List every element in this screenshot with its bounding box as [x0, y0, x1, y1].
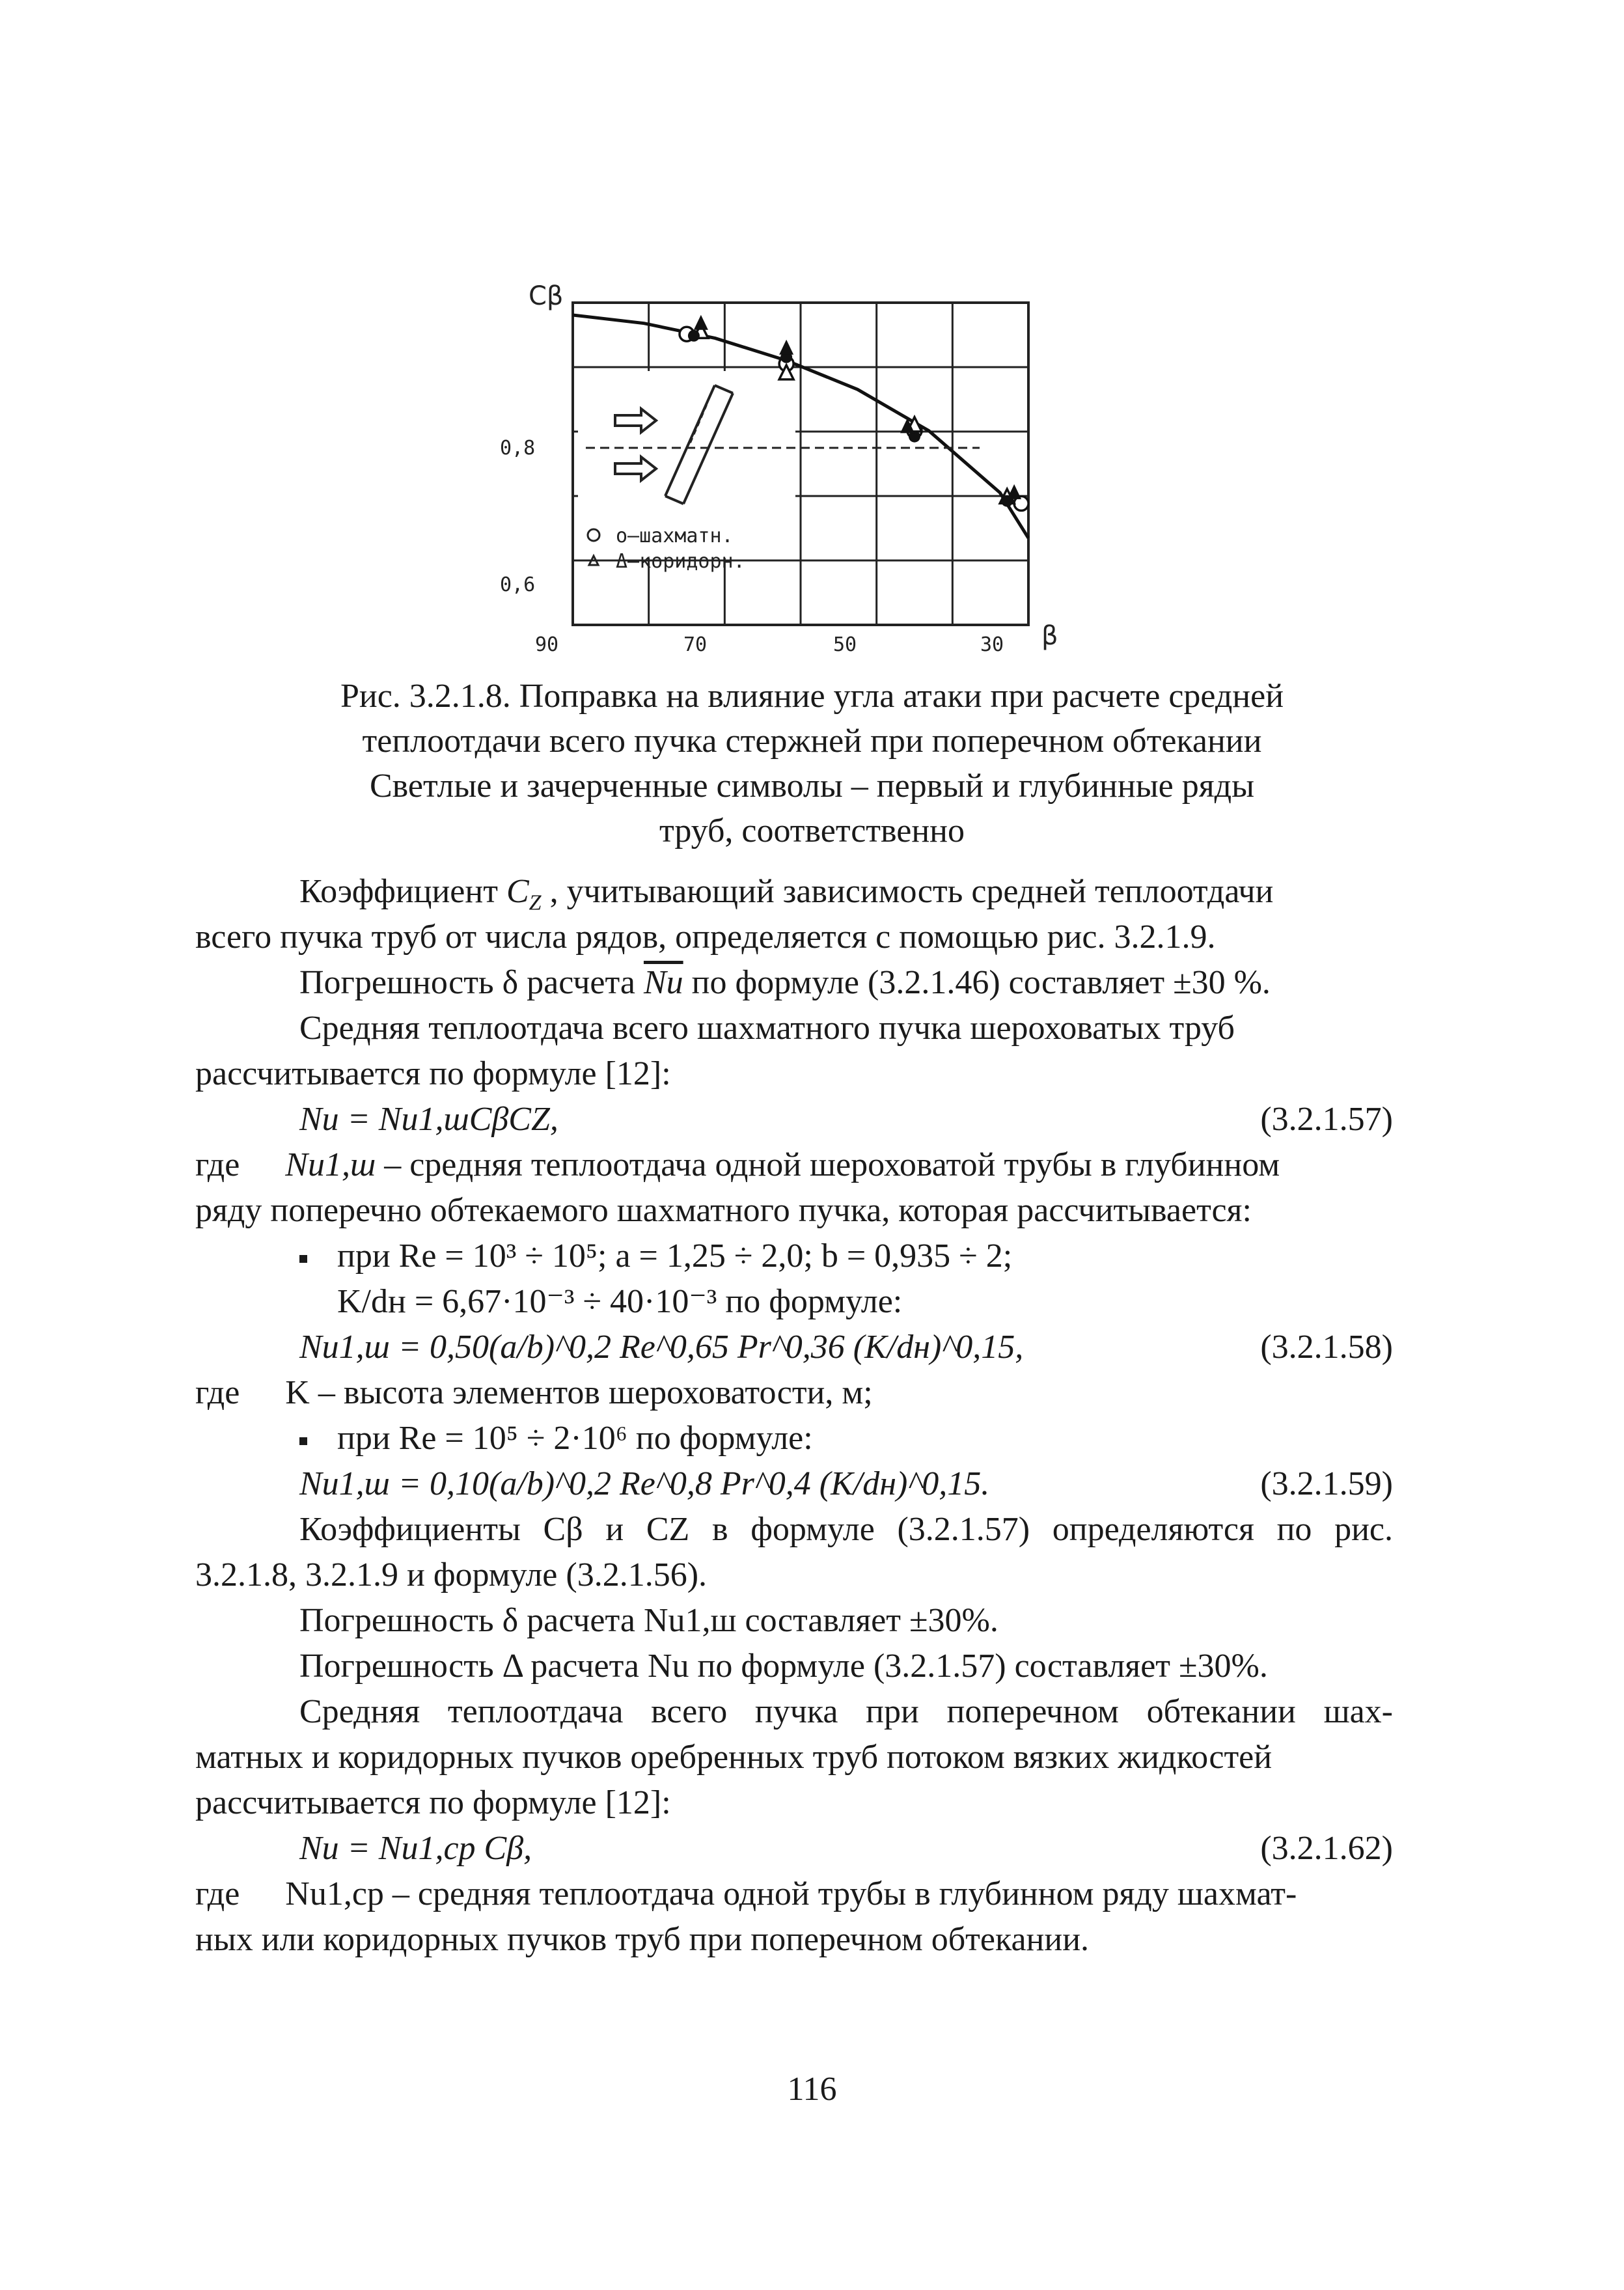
p1-line-b: всего пучка труб от числа рядов, определяется с помощью рис. 3.2.1.9. — [195, 918, 1216, 956]
x-axis-label: β — [1041, 621, 1058, 651]
bullet-icon — [299, 1255, 307, 1263]
x-tick-30: 30 — [980, 633, 1004, 656]
p1-line-a: Коэффициент $C_Z$ , учитывающий зависимость средней теплоотдачи — [299, 873, 1274, 915]
p3-line-b: рассчитывается по формуле [12]: — [195, 1055, 671, 1092]
caption-line-4: труб, соответственно — [659, 812, 965, 849]
p4-line-a: Коэффициенты Cβ и CZ в формуле (3.2.1.57) определяются по рис. — [299, 1511, 1393, 1548]
where-3: где Nu1,ср – средняя теплоотдача одной трубы в глубинном ряду шахмат- — [195, 1875, 1297, 1912]
equation-59: Nu1,ш = 0,10(a/b)^0,2 Re^0,8 Pr^0,4 (K/dн)^0,15. — [299, 1465, 990, 1502]
equation-62-number: (3.2.1.62) — [1260, 1830, 1393, 1867]
equation-58: Nu1,ш = 0,50(a/b)^0,2 Re^0,65 Pr^0,36 (K/dн)^0,15, — [299, 1329, 1024, 1366]
p7-line-c: рассчитывается по формуле [12]: — [195, 1784, 671, 1821]
equation-59-number: (3.2.1.59) — [1260, 1465, 1393, 1502]
where-2: где K – высота элементов шероховатости, м; — [195, 1374, 873, 1411]
bullet-1-b: K/dн = 6,67·10⁻³ ÷ 40·10⁻³ по формуле: — [337, 1283, 903, 1320]
y-tick-0-8: 0,8 — [500, 437, 536, 460]
legend-stag: о–шахматн. — [616, 525, 734, 547]
caption-line-3: Светлые и зачерченные символы – первый и глубинные ряды — [369, 767, 1255, 805]
where-1-b: ряду поперечно обтекаемого шахматного пучка, которая рассчитывается: — [195, 1192, 1252, 1229]
page-number: 116 — [787, 2071, 837, 2108]
x-tick-50: 50 — [833, 633, 857, 656]
caption-line-2: теплоотдачи всего пучка стержней при поперечном обтекании — [362, 723, 1262, 760]
x-tick-70: 70 — [683, 633, 708, 656]
x-tick-90: 90 — [535, 633, 559, 656]
p7-line-a: Средняя теплоотдача всего пучка при поперечном обтекании шах- — [299, 1693, 1393, 1730]
p3-line-a: Средняя теплоотдача всего шахматного пучка шероховатых труб — [299, 1010, 1235, 1047]
equation-57: Nu = Nu1,шCβCZ, — [299, 1101, 558, 1138]
bullet-icon — [299, 1437, 307, 1445]
where-3-b: ных или коридорных пучков труб при поперечном обтекании. — [195, 1921, 1090, 1958]
legend-corr: Δ–коридорн. — [616, 550, 745, 573]
y-axis-label: Cβ — [529, 281, 564, 311]
p4-line-b: 3.2.1.8, 3.2.1.9 и формуле (3.2.1.56). — [195, 1556, 708, 1593]
body-text — [195, 0, 1393, 2290]
p6-line: Погрешность Δ расчета Nu по формуле (3.2.1.57) составляет ±30%. — [299, 1648, 1268, 1685]
p7-line-b: матных и коридорных пучков оребренных труб потоком вязких жидкостей — [195, 1739, 1273, 1776]
p2-line: Погрешность δ расчета $\overline{Nu}$ по формуле (3.2.1.46) составляет ±30 %. — [299, 964, 1271, 1001]
bullet-2: при Re = 10⁵ ÷ 2·10⁶ по формуле: — [299, 1416, 813, 1461]
equation-57-number: (3.2.1.57) — [1260, 1101, 1393, 1138]
caption-line-1: Рис. 3.2.1.8. Поправка на влияние угла атаки при расчете средней — [340, 678, 1284, 715]
p5-line: Погрешность δ расчета Nu1,ш составляет ±30%. — [299, 1602, 998, 1639]
where-1: где Nu1,ш – средняя теплоотдача одной шероховатой трубы в глубинном — [195, 1146, 1280, 1183]
y-tick-0-6: 0,6 — [500, 573, 536, 596]
bullet-1: при Re = 10³ ÷ 10⁵; a = 1,25 ÷ 2,0; b = 0,935 ÷ 2; — [299, 1234, 1012, 1279]
equation-58-number: (3.2.1.58) — [1260, 1329, 1393, 1366]
equation-62: Nu = Nu1,ср Cβ, — [299, 1830, 532, 1867]
